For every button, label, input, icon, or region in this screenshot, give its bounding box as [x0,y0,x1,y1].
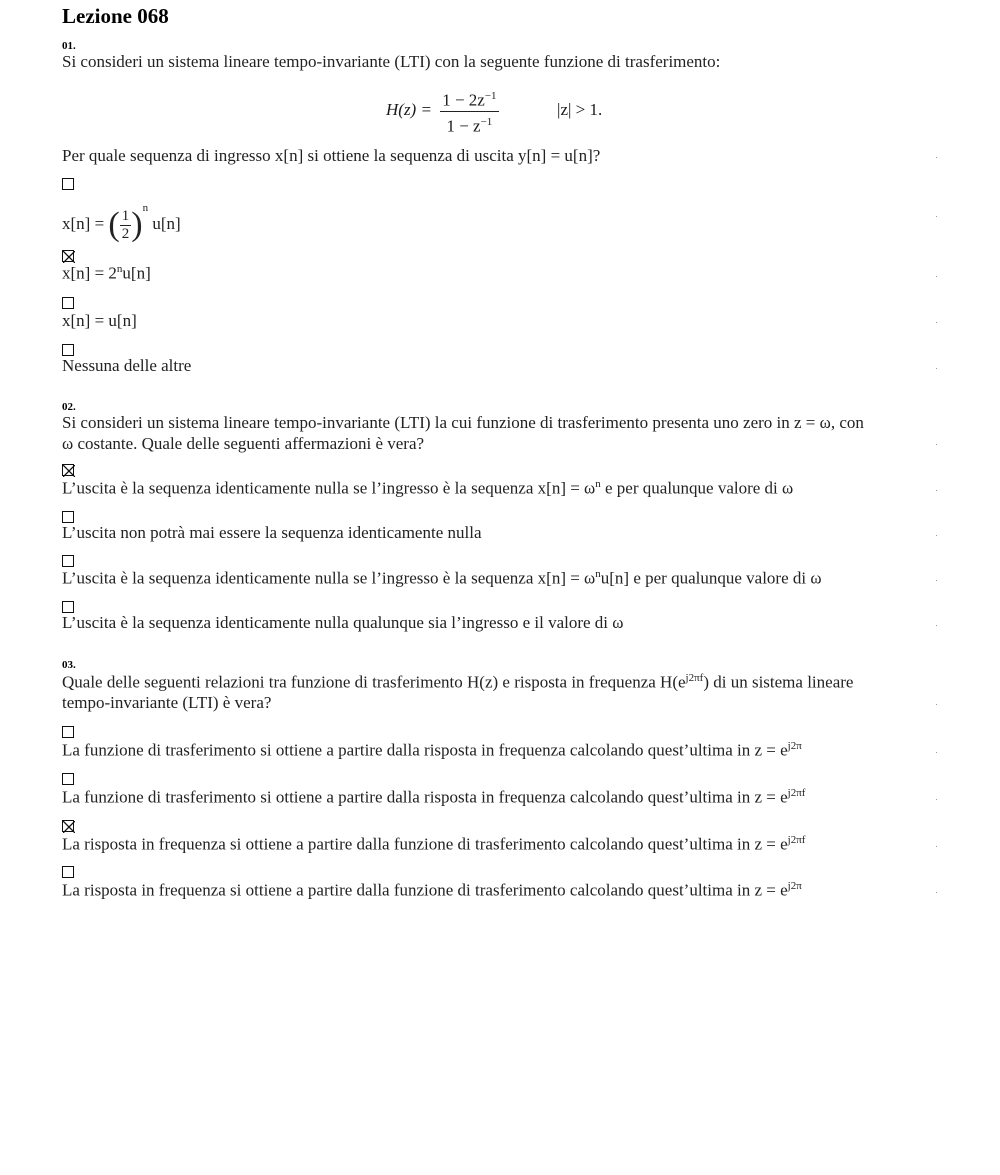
q1-option-c-checkbox[interactable] [62,297,74,309]
q3-option-c-label: La risposta in frequenza si ottiene a partire dalla funzione di trasferimento calcolando quest’ultima in $z = e^{j2\pi f}$ [62,834,806,854]
q3-option-a-checkbox[interactable] [62,726,74,738]
formula-roc: |z| > 1. [557,100,603,120]
q1-option-a-label: x[n] = ( $\frac{1}{2}$ )$^n$ u[n] [62,202,181,244]
question-3-text-line1: Quale delle seguenti relazioni tra funzione di trasferimento H(z) e risposta in frequenza $H(e^{j2\pi f})$ di un sistema lineare [62,672,854,692]
q1-option-d-label: Nessuna delle altre [62,356,192,375]
q3-option-b-checkbox[interactable] [62,773,74,785]
question-2-text-line1: Si consideri un sistema lineare tempo-invariante (LTI) la cui funzione di trasferimento presenta uno zero in z = ω, con [62,413,864,432]
q3-option-d-label: La risposta in frequenza si ottiene a partire dalla funzione di trasferimento calcolando quest’ultima in $z = e^{j2\pi}$ [62,880,802,900]
question-2-number: 02. [62,401,76,413]
q2-option-d-checkbox[interactable] [62,601,74,613]
q1-option-b-label: $x[n] = 2^nu[n]$ [62,263,151,283]
q1-option-b-checkbox[interactable] [62,250,74,262]
q2-option-c-checkbox[interactable] [62,555,74,567]
q2-option-d-label: L’uscita è la sequenza identicamente nulla qualunque sia l’ingresso e il valore di ω [62,613,624,632]
q2-option-b-label: L’uscita non potrà mai essere la sequenza identicamente nulla [62,523,482,542]
checkbox-cross-icon [63,821,75,833]
formula-fraction [440,86,498,136]
q1-option-d-checkbox[interactable] [62,344,74,356]
q2-option-a-checkbox[interactable] [62,464,74,476]
formula-numerator-exp: −1 [484,90,497,102]
question-1-number: 01. [62,40,76,52]
formula-denominator-exp: −1 [480,115,493,128]
question-3-text-line2: tempo-invariante (LTI) è vera? [62,693,272,712]
q3-option-d-checkbox[interactable] [62,866,74,878]
formula-denominator: 1 − z [446,116,481,136]
transfer-function-formula [386,86,603,136]
question-1-text: Si consideri un sistema lineare tempo-invariante (LTI) con la seguente funzione di trasferimento: [62,52,721,71]
q2-option-a-label: L’uscita è la sequenza identicamente nulla se l’ingresso è la sequenza $x[n] = \omega^n$ e per qualunque valore di ω [62,478,794,498]
question-2-text-line2: ω costante. Quale delle seguenti affermazioni è vera? [62,434,425,453]
q3-option-c-checkbox[interactable] [62,820,74,832]
q3-option-b-label: La funzione di trasferimento si ottiene a partire dalla risposta in frequenza calcolando quest’ultima in $z = e^{j2\pi f}$ [62,787,806,807]
q2-option-c-label: L’uscita è la sequenza identicamente nulla se l’ingresso è la sequenza $x[n] = \omega^nu[n]$ e per qualunque valore di ω [62,568,822,588]
q1-option-c-label: x[n] = u[n] [62,311,137,330]
lesson-title: Lezione 068 [62,4,169,28]
q2-option-b-checkbox[interactable] [62,511,74,523]
q1-option-a-checkbox[interactable] [62,178,74,190]
question-3-number: 03. [62,659,76,671]
checkbox-cross-icon [63,251,75,263]
question-1-prompt: Per quale sequenza di ingresso x[n] si ottiene la sequenza di uscita y[n] = u[n]? [62,146,601,165]
checkbox-cross-icon [63,465,75,477]
formula-lhs: H(z) = [386,100,432,120]
formula-numerator: 1 − 2z [442,90,485,110]
q3-option-a-label: La funzione di trasferimento si ottiene a partire dalla risposta in frequenza calcolando quest’ultima in $z = e^{j2\pi}$ [62,740,802,760]
